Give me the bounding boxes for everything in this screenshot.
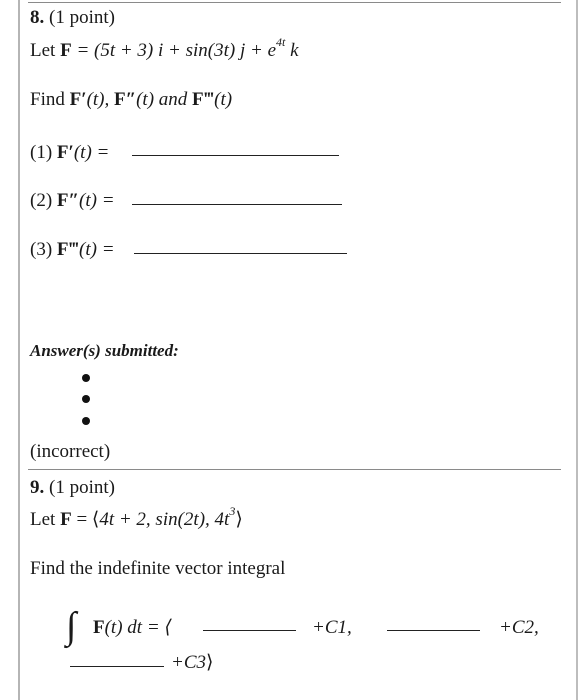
answer-3-blank[interactable] <box>134 253 347 254</box>
exponent-9: 3 <box>229 503 236 518</box>
integral-blank-1[interactable] <box>203 630 296 631</box>
part-1-label <box>30 142 109 164</box>
find-3-arg: (t) <box>214 89 233 110</box>
find-1-arg: (t), <box>86 89 114 110</box>
problem-divider <box>28 469 561 470</box>
find-2: F″ <box>114 89 137 110</box>
vector-name-9: F <box>60 509 72 530</box>
close-angle: ⟩ <box>206 652 214 673</box>
constant-c3-line <box>171 652 213 674</box>
integral-expression <box>93 617 172 639</box>
part-3-arg: (t) = <box>79 239 115 260</box>
integral-blank-2[interactable] <box>387 630 480 631</box>
problem-8-points: (1 point) <box>44 7 115 28</box>
part-1-arg: (t) = <box>73 142 110 163</box>
constant-c1: +C1, <box>312 617 352 638</box>
part-2-num: (2) <box>30 190 57 211</box>
find-1: F′ <box>69 89 87 110</box>
answers-submitted-label: Answer(s) submitted: <box>30 341 179 360</box>
left-border <box>18 0 20 700</box>
problem-8-definition <box>30 34 299 62</box>
find-2-arg: (t) and <box>136 89 193 110</box>
problem-8-header <box>30 7 115 29</box>
problem-9-definition <box>30 503 243 531</box>
integral-blank-3[interactable] <box>70 666 164 667</box>
vector-name: F <box>60 40 72 61</box>
status-incorrect: (incorrect) <box>30 441 111 462</box>
problem-9-number: 9. <box>30 477 45 498</box>
constant-c3: +C3 <box>171 652 206 673</box>
exponent: 4t <box>276 34 286 49</box>
problem-9-instruction: Find the indefinite vector integral <box>30 558 286 579</box>
let-label: Let <box>30 40 61 61</box>
find-prefix: Find <box>30 89 70 110</box>
part-3-bold: F‴ <box>56 239 80 260</box>
integrand-rest: (t) dt = ⟨ <box>104 617 172 638</box>
submitted-bullet-3 <box>82 417 90 425</box>
definition-open: = ⟨ <box>71 509 100 530</box>
part-1-num: (1) <box>30 142 57 163</box>
right-border <box>576 0 578 700</box>
part-3-num: (3) <box>30 239 57 260</box>
definition-tail: k <box>285 40 299 61</box>
submitted-bullet-2 <box>82 395 90 403</box>
integrand-bold: F <box>93 617 105 638</box>
definition-body: = (5t + 3) i + sin(3t) j + e <box>71 40 277 61</box>
answer-2-blank[interactable] <box>132 204 342 205</box>
part-3-label <box>30 239 115 261</box>
part-2-bold: F″ <box>56 190 80 211</box>
definition-close: ⟩ <box>235 509 243 530</box>
part-2-label <box>30 190 115 212</box>
part-2-arg: (t) = <box>79 190 115 211</box>
problem-9-points: (1 point) <box>44 477 115 498</box>
part-1-bold: F′ <box>56 142 74 163</box>
problem-9-header <box>30 477 115 499</box>
problem-8-instruction <box>30 89 232 111</box>
integral-sign: ∫ <box>66 605 77 647</box>
problem-8-number: 8. <box>30 7 45 28</box>
submitted-bullet-1 <box>82 374 90 382</box>
answer-1-blank[interactable] <box>132 155 339 156</box>
find-3: F‴ <box>192 89 215 110</box>
constant-c2: +C2, <box>499 617 539 638</box>
top-divider <box>28 2 561 3</box>
definition-body-9: 4t + 2, sin(2t), 4t <box>99 509 230 530</box>
let-label-9: Let <box>30 509 61 530</box>
